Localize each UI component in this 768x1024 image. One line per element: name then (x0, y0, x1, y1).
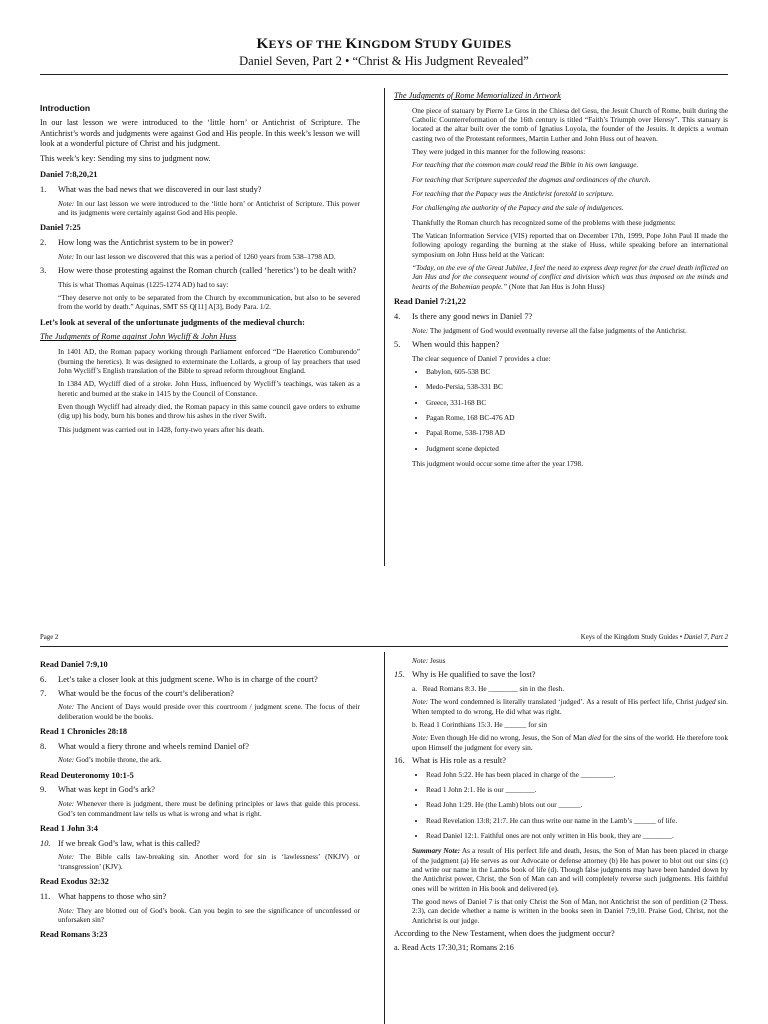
section-1-john: Read 1 John 3:4 (40, 823, 98, 833)
note-2: Note: In our last lesson we discovered that this was a period of 1260 years from 538–1798 AD. (58, 251, 336, 261)
vis-report: The Vatican Information Service (VIS) reported that on December 17th, 1999, Pope John Paul II made the following apology regarding the burning at the stake of Huss, while speaking before an international symposium on John Huss held at the Vatican: (412, 231, 728, 259)
guide-title: KEYS OF THE KINGDOM STUDY GUIDES (256, 36, 512, 52)
question-6: 6. Let’s take a closer look at this judgment scene. Who is in charge of the court? (40, 674, 318, 684)
note-8: Note: God’s mobile throne, the ark. (58, 755, 162, 765)
summary-note: Summary Note: As a result of His perfect life and death, Jesus, the Son of Man has been placed in charge of the judgment (a) He serves as our Advocate or defense attorney (b) He has power to blot out our sins (c) and write our name in the Lambs book of life (d). Though false judgments may have been handed down by the Antichrist power, Christ, the Son of Man can and will completely reverse such judgments. His faithful ones will be written in His book and delivered (e). (412, 846, 728, 893)
reason-1: For teaching that the common man could read the Bible in his own language. (412, 160, 639, 170)
question-9: 9. What was kept in God’s ark? (40, 785, 155, 795)
page1-left-column (40, 96, 360, 438)
running-header: Keys of the Kingdom Study Guides • Daniel 7, Part 2 (580, 634, 728, 641)
pope-quote: “Today, on the eve of the Great Jubilee, I feel the need to express deep regret for the cruel death inflicted on Jan Hus and for the consequent wound of conflict and division which was thus imposed on the minds and hearts of the Bohemian people.” (Note that Jan Hus is John Huss) (412, 263, 728, 291)
paragraph-statuary: One piece of statuary by Pierre Le Gros in the Chiesa del Gesu, the Jesuit Church of Rome, built during the Catholic Counterreformation of the 16th century is titled “Faith’s Triumph over Heresy”. This statuary is located at the altar built over the tomb of Ignatius Loyola, the founder of the Jesuits. It depicts a woman casting two of the Protestant reformers, Martin Luther and John Huss out of heaven. (412, 105, 728, 143)
item-acts: a. Read Acts 17:30,31; Romans 2:16 (394, 942, 514, 952)
list-item: • Read 1 John 2:1. He is our ________. (426, 785, 728, 794)
thankfully-text: Thankfully the Roman church has recognized some of the problems with these judgments: (412, 217, 676, 227)
question-4: 4. Is there any good news in Daniel 7? (394, 311, 533, 321)
question-15: 15. Why is He qualified to save the lost? (394, 670, 536, 680)
paragraph-1428: This judgment was carried out in 1428, forty-two years after his death. (58, 424, 265, 434)
list-item: • Judgment scene depicted (426, 444, 728, 453)
question-8: 8. What would a fiery throne and wheels remind Daniel of? (40, 741, 249, 751)
note-a: Note: The word condemned is literally translated ‘judged’. As a result of His perfect life, Christ judged sin. When tempted to do wrong, He did what was right. (412, 697, 728, 716)
reasons-intro: They were judged in this manner for the following reasons: (412, 147, 586, 157)
column-divider-2 (384, 652, 385, 1024)
page2-left-column (40, 654, 360, 945)
aquinas-quote: “They deserve not only to be separated from the Church by excommunication, but also to be severed from the world by death.” Aquinas, SMT SS Q[11] A[3], Body Para. 1/2. (58, 293, 360, 312)
paragraph-1384: In 1384 AD, Wycliff died of a stroke. John Huss, influenced by Wycliff’s teachings, was taken as a heretic and burned at the stake in 1415 by the Council of Constance. (58, 379, 360, 398)
note-1: Note: In our last lesson we were introduced to the ‘little horn’ or Antichrist of Scripture. This power and its judgments were certainly against God and His people. (58, 198, 360, 217)
page2-right-column (394, 656, 728, 957)
paragraph-exhume: Even though Wycliff had already died, the Roman papacy in this same council gave orders to exhume (dig up) his body, burn his bones and throw his ashes in the river Swift. (58, 401, 360, 421)
question-16: 16. What is His role as a result? (394, 756, 506, 766)
note-10: Note: The Bible calls law-breaking sin. Another word for sin is ‘lawlessness’ (NKJV) or ‘transgression’ (KJV). (58, 852, 360, 871)
section-romans: Read Romans 3:23 (40, 930, 108, 940)
list-item: • Papal Rome, 538-1798 AD (426, 428, 728, 437)
section-deuteronomy: Read Deuteronomy 10:1-5 (40, 770, 134, 780)
question-3: 3. How were those protesting against the Roman church (called ‘heretics’) to be dealt with? (40, 265, 357, 275)
list-item: • Read John 5:22. He has been placed in charge of the _________. (426, 770, 728, 779)
list-item: • Greece, 331-168 BC (426, 398, 728, 407)
list-item: • Read Daniel 12:1. Faithful ones are not only written in His book, they are ________. (426, 831, 728, 840)
weekly-key: This week’s key: Sending my sins to judgment now. (40, 153, 211, 163)
aquinas-intro: This is what Thomas Aquinas (1225-1274 AD) had to say: (58, 279, 229, 289)
roles-list (412, 770, 728, 841)
note-4: Note: The judgment of God would eventually reverse all the false judgments of the Antichrist. (412, 325, 687, 335)
question-10: 10. If we break God’s law, what is this called? (40, 838, 201, 848)
lesson-subtitle: Daniel Seven, Part 2 • “Christ & His Judgment Revealed” (239, 54, 529, 68)
subheading-wycliff-huss: The Judgments of Rome against John Wycliff & John Huss (40, 332, 237, 342)
list-item: • Babylon, 605-538 BC (426, 367, 728, 376)
paragraph-1401: In 1401 AD, the Roman papacy working through Parliament enforced “De Haeretico Comburendo” (burning the heretics). It was designed to exterminate the Lollards, a group of lay preachers that used John Wycliff’s English translation of the Bible to spread reform throughout England. (58, 347, 360, 375)
page-number: Page 2 (40, 634, 59, 641)
list-item: • Pagan Rome, 168 BC-476 AD (426, 413, 728, 422)
item-a: a. Read Romans 8:3. He ________ sin in the flesh. (412, 684, 565, 694)
item-b: b. Read 1 Corinthians 15:3. He ______ for sin (412, 720, 547, 730)
section-daniel-7-25: Daniel 7:25 (40, 223, 81, 233)
column-divider (384, 88, 385, 566)
reason-3: For teaching that the Papacy was the Antichrist foretold in scripture. (412, 189, 614, 199)
reason-2: For teaching that Scripture superceded the dogmas and ordinances of the church. (412, 174, 651, 184)
intro-text: In our last lesson we were introduced to the ‘little horn’ or Antichrist of Scripture. The Antichrist’s words and judgments were against God and His people. In this week’s lesson we will look at a wonderful picture of Christ and his judgment. (40, 118, 360, 148)
question-2: 2. How long was the Antichrist system to be in power? (40, 237, 234, 247)
note-9: Note: Whenever there is judgment, there must be defining principles or laws that guide this process. God’s ten commandment law tells us what is wrong and what is right. (58, 799, 360, 818)
list-item: • Medo-Persia, 538-331 BC (426, 382, 728, 391)
section-medieval-judgments: Let’s look at several of the unfortunate judgments of the medieval church: (40, 317, 305, 327)
list-item: • Read John 1:29. He (the Lamb) blots out our ______. (426, 800, 728, 809)
list-item: • Read Revelation 13:8; 21:7. He can thus write our name in the Lamb’s ______ of life. (426, 816, 728, 825)
page1-right-column (394, 88, 728, 472)
question-7: 7. What would be the focus of the court’s deliberation? (40, 688, 234, 698)
question-5: 5. When would this happen? (394, 339, 500, 349)
section-daniel-7-8: Daniel 7:8,20,21 (40, 170, 98, 179)
note-11: Note: They are blotted out of God’s book. Can you begin to see the significance of unconfessed or unforsaken sin? (58, 905, 360, 924)
note-jesus: Note: Jesus (412, 656, 446, 665)
good-news-text: The good news of Daniel 7 is that only Christ the Son of Man, not Antichrist the son of perdition (2 Thess. 2:3), can decide whether a name is written in the books seen in Daniel 7:9,10. Praise God, Christ, not the Antichrist is our judge. (412, 897, 728, 925)
kingdom-sequence-list (412, 367, 728, 453)
after-1798: This judgment would occur some time after the year 1798. (412, 458, 584, 468)
judgment-timing-question: According to the New Testament, when does the judgment occur? (394, 929, 615, 939)
subheading-artwork: The Judgments of Rome Memorialized in Artwork (394, 91, 561, 100)
note-7: Note: The Ancient of Days would preside over this courtroom / judgment scene. The focus of their deliberation would be the books. (58, 702, 360, 721)
page2-rule (40, 646, 728, 647)
section-daniel-7-21: Read Daniel 7:21,22 (394, 297, 466, 306)
section-daniel-7-9: Read Daniel 7:9,10 (40, 660, 108, 669)
section-1-chronicles: Read 1 Chronicles 28:18 (40, 726, 128, 736)
question-11: 11. What happens to those who sin? (40, 891, 167, 901)
reason-4: For challenging the authority of the Papacy and the sale of indulgences. (412, 203, 624, 213)
sequence-intro: The clear sequence of Daniel 7 provides a clue: (412, 353, 551, 363)
header-rule (40, 74, 728, 75)
intro-heading: Introduction (40, 103, 91, 113)
note-b: Note: Even though He did no wrong, Jesus, the Son of Man died for the sins of the world. He therefore took upon Himself the judgment for every sin. (412, 733, 728, 752)
section-exodus: Read Exodus 32:32 (40, 877, 109, 887)
question-1: 1. What was the bad news that we discovered in our last study? (40, 184, 262, 194)
